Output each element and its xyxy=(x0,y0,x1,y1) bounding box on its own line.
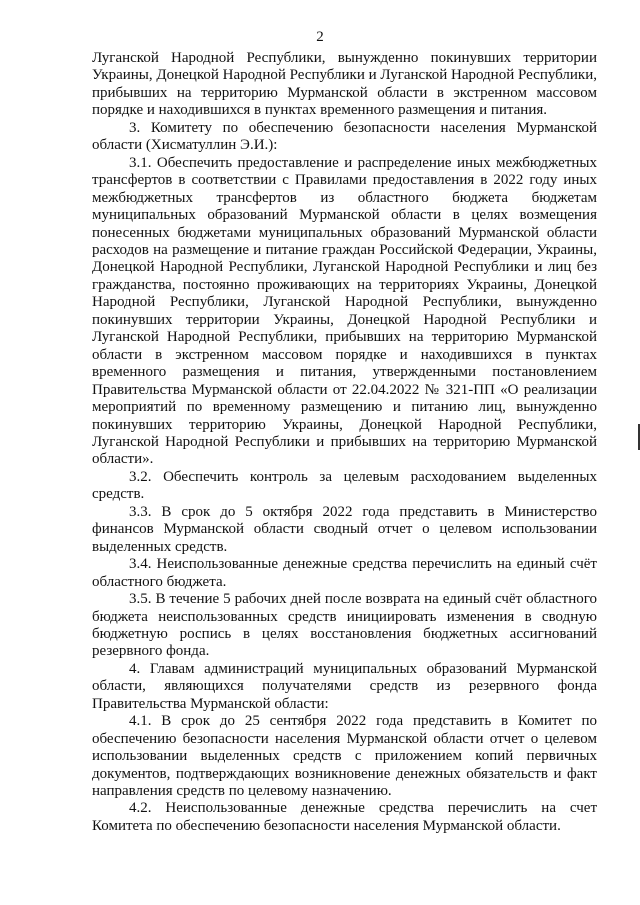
paragraph-item-3-5: 3.5. В течение 5 рабочих дней после возврата на единый счёт областного бюджета неиспользованных средств инициировать изменения в сводную бюджетную роспись в целях восстановления бюджетных ассигнований резервного фонда. xyxy=(92,591,597,660)
document-body xyxy=(92,50,597,835)
paragraph-item-3-4: 3.4. Неиспользованные денежные средства перечислить на единый счёт областного бюджета. xyxy=(92,556,597,590)
paragraph-item-3-2: 3.2. Обеспечить контроль за целевым расходованием выделенных средств. xyxy=(92,468,597,503)
paragraph-item-4: 4. Главам администраций муниципальных образований Мурманской области, являющихся получателями средств из резервного фонда Правительства Мурманской области: xyxy=(92,660,597,712)
page-number: 2 xyxy=(316,29,324,45)
paragraph-item-3: 3. Комитету по обеспечению безопасности населения Мурманской области (Хисматуллин Э.И.): xyxy=(92,119,597,154)
paragraph-item-3-1: 3.1. Обеспечить предоставление и распределение иных межбюджетных трансфертов в соответствии с Правилами предоставления в 2022 году иных межбюджетных трансфертов из областного бюджета бюджетам муниципальных образований Мурманской области в целях возмещения понесенных бюджетами муниципальных образований Мурманской области расходов на размещение и питание граждан Российской Федерации, Украины, Донецкой Народной Республики, Луганской Народной Республики и лиц без гражданства, постоянно проживающих на территориях Украины, Донецкой Народной Республики, Луганской Народной Республики, вынужденно покинувших территории Украины, Донецкой Народной Республики и Луганской Народной Республики, прибывших на территорию Мурманской области в экстренном массовом порядке и находившихся в пунктах временного размещения и питания, утвержденными постановлением Правительства Мурманской области от 22.04.2022 № 321-ПП «О реализации мероприятий по временному размещению и питанию лиц, вынужденно покинувших территорию Украины, Донецкой Народной Республики, Луганской Народной Республики и прибывших на территорию Мурманской области». xyxy=(92,154,597,468)
paragraph-item-4-2: 4.2. Неиспользованные денежные средства перечислить на счет Комитета по обеспечению безопасности населения Мурманской области. xyxy=(92,800,597,834)
paragraph-item-4-1: 4.1. В срок до 25 сентября 2022 года представить в Комитет по обеспечению безопасности населения Мурманской области отчет о целевом использовании выделенных средств с приложением копий первичных документов, подтверждающих возникновение денежных обязательств и факт направления средств по целевому назначению. xyxy=(92,713,597,800)
paragraph-item-3-3: 3.3. В срок до 5 октября 2022 года представить в Министерство финансов Мурманской области сводный отчет о целевом использовании выделенных средств. xyxy=(92,503,597,555)
paragraph-continuation: Луганской Народной Республики, вынужденно покинувших территории Украины, Донецкой Народной Республики и Луганской Народной Республики, прибывших на территорию Мурманской области в экстренном массовом порядке и находившихся в пунктах временного размещения и питания. xyxy=(92,50,597,119)
